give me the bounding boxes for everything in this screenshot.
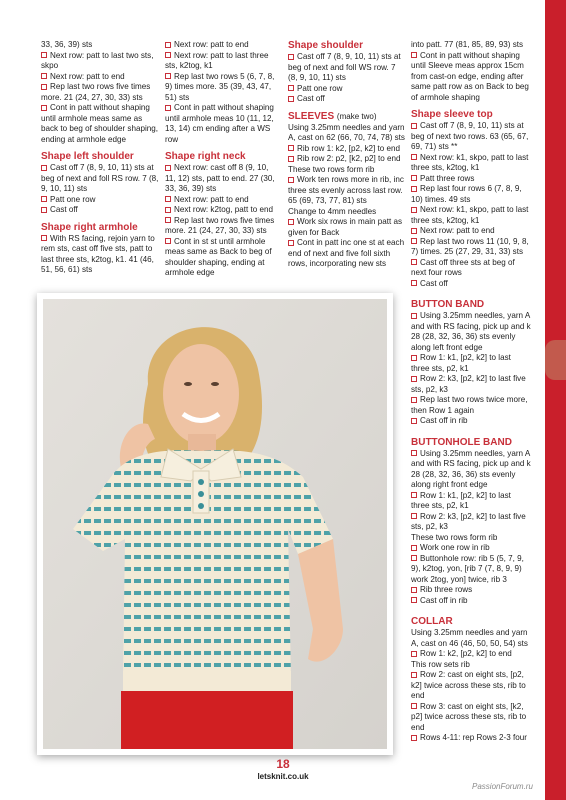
instruction-text: Next row: k1, skpo, patt to last three sts, k2tog, k1 — [411, 152, 529, 172]
instruction-line — [41, 163, 159, 195]
instruction-text: Cont in st st until armhole meas same as Back to beg of shoulder shaping, ending at armhole edge — [165, 236, 272, 277]
checkbox-icon — [411, 355, 417, 361]
instruction-text: 33, 36, 39) sts — [41, 40, 93, 49]
instruction-line — [41, 40, 159, 51]
right-eye — [211, 382, 219, 386]
instruction-line — [288, 94, 406, 105]
instruction-line — [411, 533, 531, 544]
instruction-line — [411, 733, 531, 744]
instruction-line — [165, 163, 281, 195]
checkbox-icon — [411, 597, 417, 603]
checkbox-icon — [165, 207, 171, 213]
instruction-line — [41, 51, 159, 72]
checkbox-icon — [288, 240, 294, 246]
instruction-text: into patt. 77 (81, 85, 89, 93) sts — [411, 40, 524, 49]
instruction-text: Row 1: k1, [p2, k2] to last three sts, p2, k1 — [411, 490, 511, 510]
instruction-line — [41, 82, 159, 103]
checkbox-icon — [288, 219, 294, 225]
instruction-text: Next row: patt to end — [420, 226, 495, 235]
checkbox-icon — [165, 238, 171, 244]
instruction-line — [411, 543, 531, 554]
instruction-text: Rows 4-11: rep Rows 2-3 four — [420, 733, 527, 742]
instruction-text: Rib row 1: k2, [p2, k2] to end — [297, 143, 401, 153]
instruction-line — [411, 449, 531, 491]
checkbox-icon — [411, 154, 417, 160]
instruction-text: Next row: patt to last three sts, k2tog, k1 — [165, 50, 269, 70]
instruction-text: Rep last two rows 5 (6, 7, 8, 9) times more. 35 (39, 43, 47, 51) sts — [165, 71, 275, 102]
checkbox-icon — [411, 313, 417, 319]
checkbox-icon — [41, 84, 47, 90]
checkbox-icon — [411, 450, 417, 456]
instruction-line — [411, 491, 531, 512]
shape-sleeve-top-text — [411, 121, 531, 289]
col4-top-text — [411, 40, 531, 103]
button-1 — [198, 479, 204, 485]
page-number: 18 — [276, 757, 290, 771]
sleeves-subtitle: (make two) — [336, 111, 377, 121]
instruction-line — [411, 554, 531, 586]
instruction-text: Next row: k1, skpo, patt to last three sts, k2tog, k1 — [411, 205, 529, 225]
shape-sleeve-top-heading: Shape sleeve top — [411, 109, 493, 120]
instruction-line — [411, 237, 531, 258]
instruction-line — [411, 40, 531, 51]
instruction-text: Work six rows in main patt as given for Back — [288, 217, 403, 237]
instruction-line — [288, 238, 406, 270]
instruction-text: Cont in patt without shaping until Sleeve meas approx 15cm from cast-on edge, ending after same patt row as on Back to beg of armhole shaping — [411, 50, 529, 102]
column-1 — [41, 40, 159, 276]
instruction-line — [411, 279, 531, 290]
instruction-text: Row 1: k1, [p2, k2] to last three sts, p2, k1 — [411, 353, 511, 373]
instruction-line — [165, 216, 281, 237]
instruction-line — [411, 311, 531, 353]
instruction-line — [41, 195, 159, 206]
checkbox-icon — [411, 175, 417, 181]
button-band-text — [411, 311, 531, 427]
sleeves-title: SLEEVES — [288, 110, 335, 122]
instruction-text: Next row: patt to last two sts, skpo — [41, 50, 154, 70]
face — [163, 344, 239, 444]
instruction-text: Next row: k2tog, patt to end — [174, 205, 273, 214]
instruction-text: Cast off in rib — [420, 416, 468, 425]
model-illustration — [43, 299, 387, 749]
instruction-line — [411, 353, 531, 374]
checkbox-icon — [411, 651, 417, 657]
checkbox-icon — [41, 235, 47, 241]
checkbox-icon — [411, 228, 417, 234]
collar-intro: Using 3.25mm needles and yarn A, cast on 46 (46, 50, 50, 54) sts — [411, 628, 528, 648]
instruction-line — [411, 416, 531, 427]
instruction-line — [165, 237, 281, 279]
checkbox-icon — [411, 207, 417, 213]
button-band-heading: BUTTON BAND — [411, 299, 485, 310]
col2-top-text — [165, 40, 281, 145]
button-2 — [198, 491, 204, 497]
instruction-text: Row 2: k3, [p2, k2] to last five sts, p2, k3 — [411, 511, 526, 531]
checkbox-icon — [41, 73, 47, 79]
checkbox-icon — [41, 207, 47, 213]
instruction-text: Row 2: cast on eight sts, [p2, k2] twice across these sts, rib to end — [411, 670, 526, 700]
checkbox-icon — [411, 545, 417, 551]
shape-right-neck-heading: Shape right neck — [165, 151, 246, 162]
checkbox-icon — [411, 376, 417, 382]
instruction-line — [411, 226, 531, 237]
checkbox-icon — [411, 555, 417, 561]
shape-left-shoulder-heading: Shape left shoulder — [41, 151, 134, 162]
instruction-text: Rep last two rows five times more. 21 (24, 27, 30, 33) sts — [41, 82, 151, 102]
instruction-line — [411, 670, 531, 702]
instruction-line — [411, 205, 531, 226]
checkbox-icon — [165, 196, 171, 202]
instruction-line — [411, 374, 531, 395]
instruction-line — [288, 217, 406, 238]
instruction-line — [288, 207, 406, 218]
instruction-line — [165, 103, 281, 145]
instruction-line — [411, 258, 531, 279]
model-photo — [37, 293, 393, 755]
sleeves-intro: Using 3.25mm needles and yarn A, cast on 62 (66, 70, 74, 78) sts — [288, 122, 405, 142]
checkbox-icon — [411, 397, 417, 403]
checkbox-icon — [411, 735, 417, 741]
collar-heading: COLLAR — [411, 616, 453, 627]
instruction-line — [411, 585, 531, 596]
instruction-line — [411, 660, 531, 671]
instruction-text: These two rows form rib — [411, 532, 498, 542]
button-3 — [198, 503, 204, 509]
instruction-line — [411, 184, 531, 205]
checkbox-icon — [288, 54, 294, 60]
instruction-text: With RS facing, rejoin yarn to rem sts, cast off five sts, patt to last three sts, k2tog, k1. 41 (46, 51, 56, 61) sts — [41, 233, 155, 274]
checkbox-icon — [165, 42, 171, 48]
checkbox-icon — [288, 156, 294, 162]
instruction-text: Cast off — [420, 278, 448, 288]
instruction-text: Patt one row — [297, 83, 343, 93]
shape-right-armhole-text — [41, 234, 159, 276]
red-trousers — [121, 691, 293, 749]
left-eye — [184, 382, 192, 386]
shape-left-shoulder-text — [41, 163, 159, 216]
collar-text — [411, 649, 531, 744]
side-hand-detail — [545, 340, 566, 380]
instruction-line — [41, 103, 159, 145]
checkbox-icon — [288, 96, 294, 102]
instruction-text: Using 3.25mm needles, yarn A and with RS facing, pick up and k 28 (28, 32, 36, 36) sts evenly along left front edge — [411, 311, 531, 352]
instruction-text: Work ten rows more in rib, inc three sts evenly across last row. 65 (69, 73, 77, 81) sts — [288, 175, 404, 205]
sleeves-text — [288, 144, 406, 270]
instruction-line — [411, 702, 531, 734]
checkbox-icon — [41, 105, 47, 111]
instruction-text: Rep last two rows five times more. 21 (24, 27, 30, 33) sts — [165, 215, 275, 235]
instruction-line — [411, 395, 531, 416]
instruction-text: Change to 4mm needles — [288, 206, 377, 216]
instruction-text: Next row: cast off 8 (9, 10, 11, 12) sts, patt to end. 27 (30, 33, 36, 39) sts — [165, 163, 275, 193]
checkbox-icon — [165, 52, 171, 58]
checkbox-icon — [165, 105, 171, 111]
instruction-line — [411, 174, 531, 185]
instruction-text: Rep last four rows 6 (7, 8, 9, 10) times. 49 sts — [411, 184, 522, 204]
instruction-text: Rep last two rows 11 (10, 9, 8, 7) times. 25 (27, 29, 31, 33) sts — [411, 236, 529, 256]
jumper-hem — [123, 671, 291, 691]
shape-right-neck-text — [165, 163, 281, 279]
checkbox-icon — [411, 513, 417, 519]
checkbox-icon — [41, 165, 47, 171]
checkbox-icon — [288, 177, 294, 183]
instruction-line — [288, 144, 406, 155]
column-2 — [165, 40, 281, 279]
checkbox-icon — [411, 259, 417, 265]
instruction-text: Rib three rows — [420, 585, 473, 594]
checkbox-icon — [411, 703, 417, 709]
watermark: PassionForum.ru — [472, 782, 533, 791]
checkbox-icon — [41, 196, 47, 202]
instruction-text: Cast off 7 (8, 9, 10, 11) sts at beg of next and foll WS row. 7 (8, 9, 10, 11) sts — [288, 52, 401, 82]
checkbox-icon — [411, 52, 417, 58]
instruction-line — [411, 51, 531, 104]
instruction-text: Row 1: k2, [p2, k2] to end — [420, 649, 512, 658]
instruction-line — [165, 40, 281, 51]
instruction-text: Rep last two rows twice more, then Row 1 again — [411, 395, 528, 415]
site-url: letsknit.co.uk — [257, 772, 309, 781]
checkbox-icon — [411, 186, 417, 192]
side-accent-bar — [545, 0, 566, 800]
instruction-line — [41, 205, 159, 216]
instruction-text: Cast off — [50, 205, 78, 214]
instruction-line — [288, 84, 406, 95]
checkbox-icon — [411, 418, 417, 424]
instruction-text: Cont in patt without shaping until armhole meas same as back to beg of shoulder shaping, ending at armhole edge — [41, 103, 158, 144]
instruction-text: Next row: patt to end — [174, 194, 249, 204]
instruction-line — [165, 51, 281, 72]
instruction-text: Using 3.25mm needles, yarn A and with RS facing, pick up and k 28 (28, 32, 36, 36) sts evenly along right front edge — [411, 448, 531, 489]
instruction-text: Patt three rows — [420, 173, 475, 183]
instruction-text: Cast off — [297, 94, 325, 103]
instruction-line — [411, 649, 531, 660]
instruction-text: Cast off three sts at beg of next four rows — [411, 257, 515, 277]
instruction-line — [288, 165, 406, 176]
column-3 — [288, 40, 406, 270]
instruction-text: Row 2: k3, [p2, k2] to last five sts, p2, k3 — [411, 374, 526, 394]
instruction-text: Buttonhole row: rib 5 (5, 7, 9, 9), k2tog, yon, [rib 7 (7, 8, 9, 9) work 2tog, yon] twice, rib 3 — [411, 553, 524, 584]
instruction-line — [288, 154, 406, 165]
instruction-text: Cast off in rib — [420, 595, 468, 605]
checkbox-icon — [288, 85, 294, 91]
col1-top-text — [41, 40, 159, 145]
checkbox-icon — [411, 587, 417, 593]
instruction-text: These two rows form rib — [288, 164, 375, 174]
instruction-line — [41, 72, 159, 83]
instruction-text: Rib row 2: p2, [k2, p2] to end — [297, 154, 401, 163]
checkbox-icon — [288, 145, 294, 151]
checkbox-icon — [165, 73, 171, 79]
shape-shoulder-text — [288, 52, 406, 105]
checkbox-icon — [411, 672, 417, 678]
instruction-text: Cont in patt inc one st at each end of next and five foll sixth rows, incorporating new sts — [288, 238, 405, 268]
instruction-line — [165, 195, 281, 206]
instruction-text: Next row: patt to end — [50, 71, 125, 81]
checkbox-icon — [411, 280, 417, 286]
instruction-text: Patt one row — [50, 194, 96, 204]
instruction-line — [288, 52, 406, 84]
checkbox-icon — [41, 52, 47, 58]
shape-right-armhole-heading: Shape right armhole — [41, 221, 138, 233]
instruction-line — [165, 72, 281, 104]
instruction-line — [165, 205, 281, 216]
instruction-text: Next row: patt to end — [174, 40, 249, 49]
checkbox-icon — [165, 165, 171, 171]
instruction-line — [411, 596, 531, 607]
sleeves-heading — [288, 111, 406, 123]
checkbox-icon — [411, 123, 417, 129]
instruction-line — [41, 234, 159, 276]
instruction-text: Work one row in rib — [420, 543, 490, 552]
instruction-text: Cont in patt without shaping until armhole meas 10 (11, 12, 13, 14) cm ending after a WS row — [165, 103, 274, 144]
checkbox-icon — [411, 492, 417, 498]
shape-shoulder-heading: Shape shoulder — [288, 40, 364, 51]
instruction-text: Row 3: cast on eight sts, [k2, p2] twice across these sts, rib to end — [411, 701, 527, 732]
checkbox-icon — [165, 217, 171, 223]
instruction-text: This row sets rib — [411, 659, 470, 669]
column-4 — [411, 40, 531, 744]
instruction-line — [411, 153, 531, 174]
buttonhole-band-text — [411, 449, 531, 607]
buttonhole-band-heading: BUTTONHOLE BAND — [411, 436, 512, 448]
instruction-text: Cast off 7 (8, 9, 10, 11) sts at beg of next and foll RS row. 7 (8, 9, 10, 11) sts — [41, 163, 159, 193]
instruction-line — [411, 512, 531, 533]
instruction-line — [411, 121, 531, 153]
instruction-line — [288, 175, 406, 207]
instruction-text: Cast off 7 (8, 9, 10, 11) sts at beg of next two rows. 63 (65, 67, 69, 71) sts ** — [411, 121, 529, 151]
checkbox-icon — [411, 238, 417, 244]
